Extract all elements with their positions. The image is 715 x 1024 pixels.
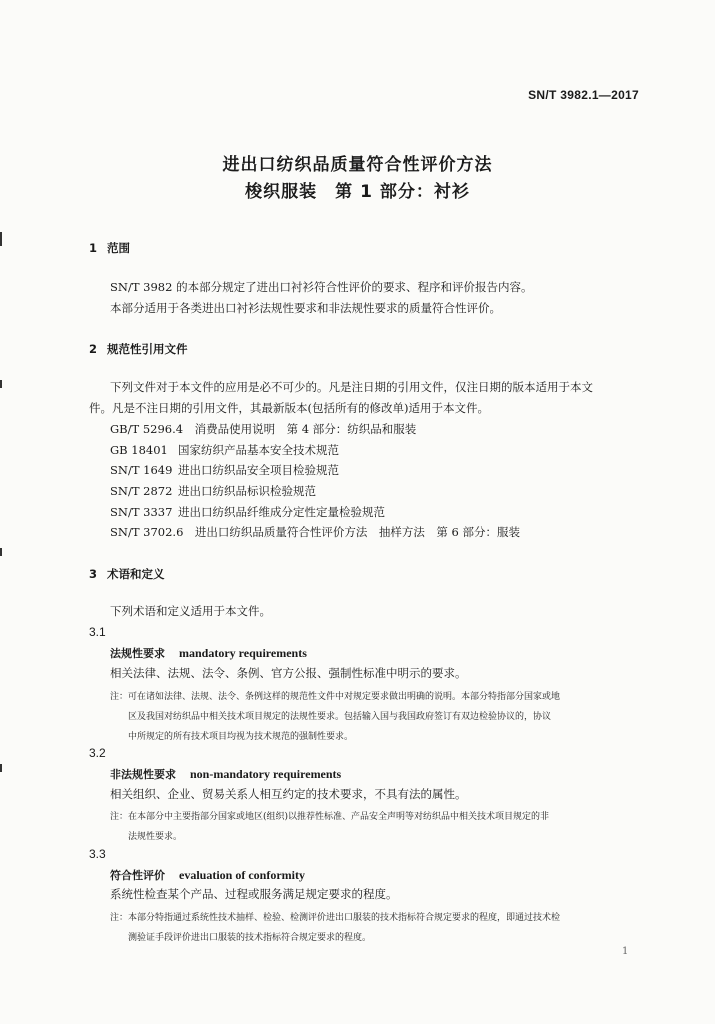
reference-title: 进出口纺织品纤维成分定性定量检验规范	[178, 505, 385, 519]
references-intro-line: 件。凡是不注日期的引用文件，其最新版本(包括所有的修改单)适用于本文件。	[89, 401, 489, 415]
term-name-cn: 符合性评价	[110, 869, 165, 882]
term-note-line: 注：可在诸如法律、法规、法令、条例这样的规范性文件中对规定要求做出明确的说明。本部分特指部分国家或地	[110, 692, 561, 702]
term-note-line: 注：在本部分中主要指部分国家或地区(组织)以推荐性标准、产品安全声明等对纺织品中相关技术项目规定的非	[110, 812, 550, 822]
section-title: 术语和定义	[107, 567, 165, 581]
reference-code: SN/T 3702.6	[110, 525, 184, 539]
page-number: 1	[622, 946, 629, 957]
terms-intro: 下列术语和定义适用于本文件。	[110, 604, 271, 618]
section-heading-terms	[89, 566, 165, 582]
reference-code: GB/T 5296.4	[110, 422, 184, 436]
reference-title: 进出口纺织品质量符合性评价方法 抽样方法 第 6 部分：服装	[194, 525, 521, 539]
document-title-line2: 梭织服装 第 1 部分：衬衫	[245, 182, 470, 202]
section-number: 2	[89, 342, 98, 356]
term-definition: 系统性检查某个产品、过程或服务满足规定要求的程度。	[110, 887, 398, 901]
term-name-en: non-mandatory requirements	[190, 767, 342, 781]
section-title: 规范性引用文件	[107, 342, 188, 356]
scope-paragraph: 本部分适用于各类进出口衬衫法规性要求和非法规性要求的质量符合性评价。	[110, 301, 501, 315]
term-number: 3.1	[89, 625, 106, 639]
term-name-en: mandatory requirements	[179, 646, 307, 660]
references-intro-line: 下列文件对于本文件的应用是必不可少的。凡是注日期的引用文件，仅注日期的版本适用于本文	[110, 380, 593, 394]
term-name	[110, 645, 307, 661]
reference-title: 消费品使用说明 第 4 部分：纺织品和服装	[194, 422, 417, 436]
scan-edge-mark	[0, 380, 2, 388]
reference-item	[110, 504, 385, 520]
reference-code: GB 18401	[110, 443, 168, 457]
term-definition: 相关组织、企业、贸易关系人相互约定的技术要求，不具有法的属性。	[110, 787, 467, 801]
term-definition: 相关法律、法规、法令、条例、官方公报、强制性标准中明示的要求。	[110, 666, 467, 680]
reference-title: 进出口纺织品安全项目检验规范	[178, 463, 339, 477]
section-title: 范围	[107, 241, 130, 255]
term-number: 3.3	[89, 847, 106, 861]
reference-code: SN/T 1649	[110, 463, 173, 477]
term-name-cn: 非法规性要求	[110, 768, 176, 781]
term-name-en: evaluation of conformity	[179, 868, 305, 882]
scan-edge-mark	[0, 764, 2, 772]
reference-code: SN/T 3337	[110, 505, 173, 519]
section-number: 3	[89, 567, 98, 581]
term-name	[110, 867, 305, 883]
standard-code: SN/T 3982.1—2017	[528, 88, 639, 102]
reference-item	[110, 442, 339, 458]
section-number: 1	[89, 241, 98, 255]
term-name-cn: 法规性要求	[110, 647, 165, 660]
reference-item	[110, 462, 339, 478]
scope-paragraph: SN/T 3982 的本部分规定了进出口衬衫符合性评价的要求、程序和评价报告内容。	[110, 280, 533, 294]
reference-item	[110, 421, 416, 437]
section-heading-normative-references	[89, 341, 188, 357]
term-note-line: 测验证手段评价进出口服装的技术指标符合规定要求的程度。	[128, 933, 372, 943]
scan-edge-mark	[0, 548, 2, 556]
reference-item	[110, 524, 520, 540]
reference-title: 国家纺织产品基本安全技术规范	[178, 443, 339, 457]
section-heading-scope	[89, 240, 130, 256]
reference-code: SN/T 2872	[110, 484, 173, 498]
term-note-line: 法规性要求。	[128, 832, 183, 842]
reference-title: 进出口纺织品标识检验规范	[178, 484, 316, 498]
reference-item	[110, 483, 316, 499]
term-note-line: 中所规定的所有技术项目均视为技术规范的强制性要求。	[128, 732, 354, 742]
term-note-line: 注：本部分特指通过系统性技术抽样、检验、检测评价进出口服装的技术指标符合规定要求的程度，即通过技术检	[110, 913, 561, 923]
scan-edge-mark	[0, 232, 2, 246]
term-note-line: 区及我国对纺织品中相关技术项目规定的法规性要求。包括输入国与我国政府签订有双边检验协议的，协议	[128, 712, 552, 722]
document-title-line1: 进出口纺织品质量符合性评价方法	[222, 155, 493, 175]
term-name	[110, 766, 341, 782]
term-number: 3.2	[89, 746, 106, 760]
